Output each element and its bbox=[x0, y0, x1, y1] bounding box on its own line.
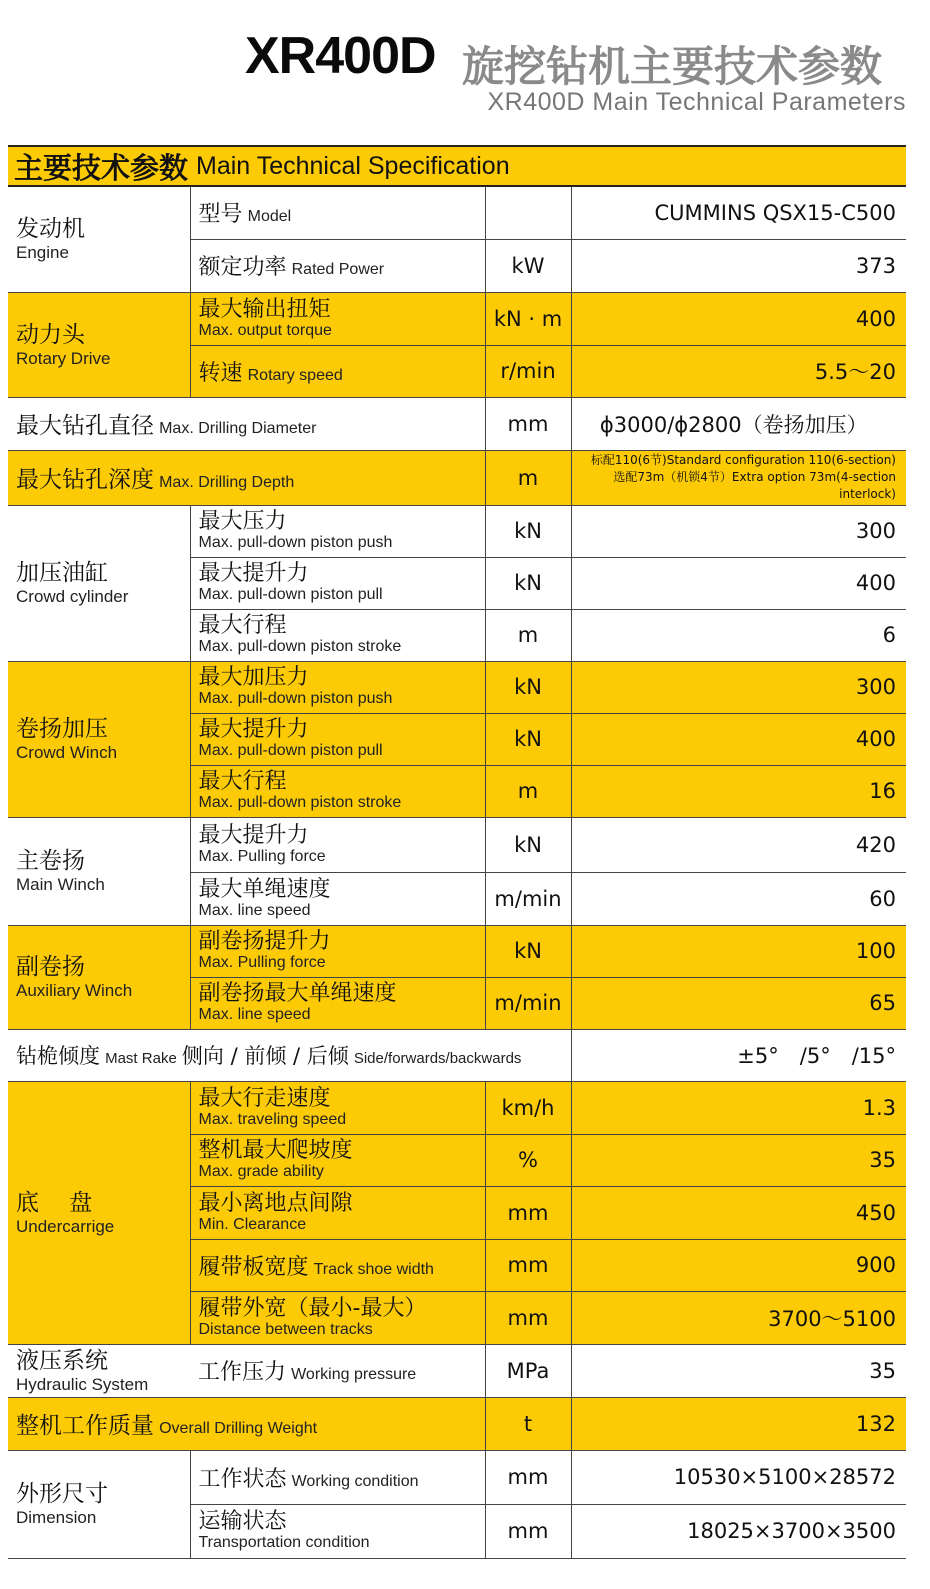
group-crowd-winch: 卷扬加压 Crowd Winch bbox=[8, 661, 190, 817]
unit-cell: kW bbox=[485, 239, 571, 292]
value-cell: 400 bbox=[571, 713, 906, 765]
value-cell: 35 bbox=[571, 1134, 906, 1186]
param-label: 最大提升力 Max. pull-down piston pull bbox=[190, 557, 485, 609]
param-label: 最小离地点间隙 Min. Clearance bbox=[190, 1186, 485, 1239]
group-rotary-drive: 动力头 Rotary Drive bbox=[8, 292, 190, 397]
value-cell: 300 bbox=[571, 661, 906, 713]
page-title-cn: 旋挖钻机主要技术参数 bbox=[462, 42, 883, 91]
unit-cell: m/min bbox=[485, 872, 571, 925]
param-label: 运输状态 Transportation condition bbox=[190, 1504, 485, 1558]
unit-cell: km/h bbox=[485, 1081, 571, 1134]
param-label: 工作状态 Working condition bbox=[190, 1450, 485, 1504]
unit-cell: kN · m bbox=[485, 292, 571, 345]
value-cell: ±5° /5° /15° bbox=[571, 1029, 906, 1081]
unit-cell: mm bbox=[485, 1291, 571, 1344]
param-label: 最大压力 Max. pull-down piston push bbox=[190, 505, 485, 557]
group-aux-winch: 副卷扬 Auxiliary Winch bbox=[8, 925, 190, 1029]
value-cell: 900 bbox=[571, 1239, 906, 1291]
group-dimension: 外形尺寸 Dimension bbox=[8, 1450, 190, 1558]
param-label: 最大输出扭矩 Max. output torque bbox=[190, 292, 485, 345]
table-row bbox=[8, 661, 906, 713]
unit-cell: mm bbox=[485, 397, 571, 450]
param-drilling-diameter: 最大钻孔直径 Max. Drilling Diameter bbox=[8, 397, 485, 450]
unit-cell: m bbox=[485, 450, 571, 505]
value-cell: 450 bbox=[571, 1186, 906, 1239]
unit-cell: m/min bbox=[485, 977, 571, 1029]
value-cell: 300 bbox=[571, 505, 906, 557]
table-row bbox=[8, 1081, 906, 1134]
section-title-cn: 主要技术参数 bbox=[14, 150, 189, 185]
param-label: 工作压力 Working pressure bbox=[190, 1344, 485, 1397]
value-cell: 65 bbox=[571, 977, 906, 1029]
table-row bbox=[8, 397, 906, 450]
value-cell: 420 bbox=[571, 817, 906, 872]
param-label: 最大单绳速度 Max. line speed bbox=[190, 872, 485, 925]
param-label: 型号 Model bbox=[190, 187, 485, 239]
group-engine: 发动机 Engine bbox=[8, 187, 190, 292]
param-label: 最大加压力 Max. pull-down piston push bbox=[190, 661, 485, 713]
section-title-en: Main Technical Specification bbox=[196, 151, 510, 180]
table-row bbox=[8, 1344, 906, 1397]
unit-cell: kN bbox=[485, 505, 571, 557]
param-label: 额定功率 Rated Power bbox=[190, 239, 485, 292]
value-cell: 373 bbox=[571, 239, 906, 292]
table-row bbox=[8, 925, 906, 977]
group-main-winch: 主卷扬 Main Winch bbox=[8, 817, 190, 925]
model-title: XR400D bbox=[245, 27, 436, 85]
param-drilling-depth: 最大钻孔深度 Max. Drilling Depth bbox=[8, 450, 485, 505]
param-label: 履带外宽（最小-最大） Distance between tracks bbox=[190, 1291, 485, 1344]
value-cell: 60 bbox=[571, 872, 906, 925]
table-row bbox=[8, 1397, 906, 1450]
value-cell: 100 bbox=[571, 925, 906, 977]
unit-cell: m bbox=[485, 765, 571, 817]
param-label: 转速 Rotary speed bbox=[190, 345, 485, 397]
unit-cell: kN bbox=[485, 713, 571, 765]
param-weight: 整机工作质量 Overall Drilling Weight bbox=[8, 1397, 485, 1450]
group-crowd-cylinder: 加压油缸 Crowd cylinder bbox=[8, 505, 190, 661]
value-cell: CUMMINS QSX15-C500 bbox=[571, 187, 906, 239]
table-row bbox=[8, 450, 906, 505]
spec-table bbox=[8, 187, 906, 1559]
param-label: 最大提升力 Max. pull-down piston pull bbox=[190, 713, 485, 765]
param-label: 最大行走速度 Max. traveling speed bbox=[190, 1081, 485, 1134]
value-cell: 35 bbox=[571, 1344, 906, 1397]
value-cell: 10530×5100×28572 bbox=[571, 1450, 906, 1504]
param-label: 履带板宽度 Track shoe width bbox=[190, 1239, 485, 1291]
value-cell: 18025×3700×3500 bbox=[571, 1504, 906, 1558]
unit-cell: m bbox=[485, 609, 571, 661]
value-cell: 16 bbox=[571, 765, 906, 817]
page-title-en: XR400D Main Technical Parameters bbox=[487, 88, 906, 116]
value-cell: 1.3 bbox=[571, 1081, 906, 1134]
group-undercarriage: 底 盘 Undercarrige bbox=[8, 1081, 190, 1344]
table-row bbox=[8, 505, 906, 557]
value-cell: 3700～5100 bbox=[571, 1291, 906, 1344]
unit-cell: % bbox=[485, 1134, 571, 1186]
param-label: 整机最大爬坡度 Max. grade ability bbox=[190, 1134, 485, 1186]
table-row bbox=[8, 187, 906, 239]
param-mast-rake: 钻桅倾度 Mast Rake 侧向 / 前倾 / 后倾 Side/forwards/backwards bbox=[8, 1029, 571, 1081]
unit-cell: kN bbox=[485, 925, 571, 977]
table-row bbox=[8, 292, 906, 345]
param-label: 副卷扬最大单绳速度 Max. line speed bbox=[190, 977, 485, 1029]
value-cell: 标配110(6节)Standard configuration 110(6-section) 选配73m（机锁4节）Extra option 73m(4-section interlock) bbox=[571, 450, 906, 505]
param-label: 副卷扬提升力 Max. Pulling force bbox=[190, 925, 485, 977]
unit-cell: r/min bbox=[485, 345, 571, 397]
value-cell: ϕ3000/ϕ2800（卷扬加压） bbox=[571, 397, 906, 450]
unit-cell: mm bbox=[485, 1504, 571, 1558]
unit-cell: kN bbox=[485, 817, 571, 872]
table-row bbox=[8, 817, 906, 872]
group-hydraulic: 液压系统 Hydraulic System bbox=[8, 1344, 190, 1397]
value-cell: 132 bbox=[571, 1397, 906, 1450]
value-cell: 5.5～20 bbox=[571, 345, 906, 397]
value-cell: 400 bbox=[571, 557, 906, 609]
unit-cell: mm bbox=[485, 1450, 571, 1504]
unit-cell: mm bbox=[485, 1186, 571, 1239]
unit-cell: kN bbox=[485, 557, 571, 609]
unit-cell: MPa bbox=[485, 1344, 571, 1397]
param-label: 最大行程 Max. pull-down piston stroke bbox=[190, 609, 485, 661]
section-title-bar bbox=[8, 145, 906, 187]
unit-cell: mm bbox=[485, 1239, 571, 1291]
table-row bbox=[8, 1029, 906, 1081]
param-label: 最大行程 Max. pull-down piston stroke bbox=[190, 765, 485, 817]
value-cell: 6 bbox=[571, 609, 906, 661]
unit-cell bbox=[485, 187, 571, 239]
table-row bbox=[8, 1450, 906, 1504]
unit-cell: t bbox=[485, 1397, 571, 1450]
param-label: 最大提升力 Max. Pulling force bbox=[190, 817, 485, 872]
unit-cell: kN bbox=[485, 661, 571, 713]
value-cell: 400 bbox=[571, 292, 906, 345]
